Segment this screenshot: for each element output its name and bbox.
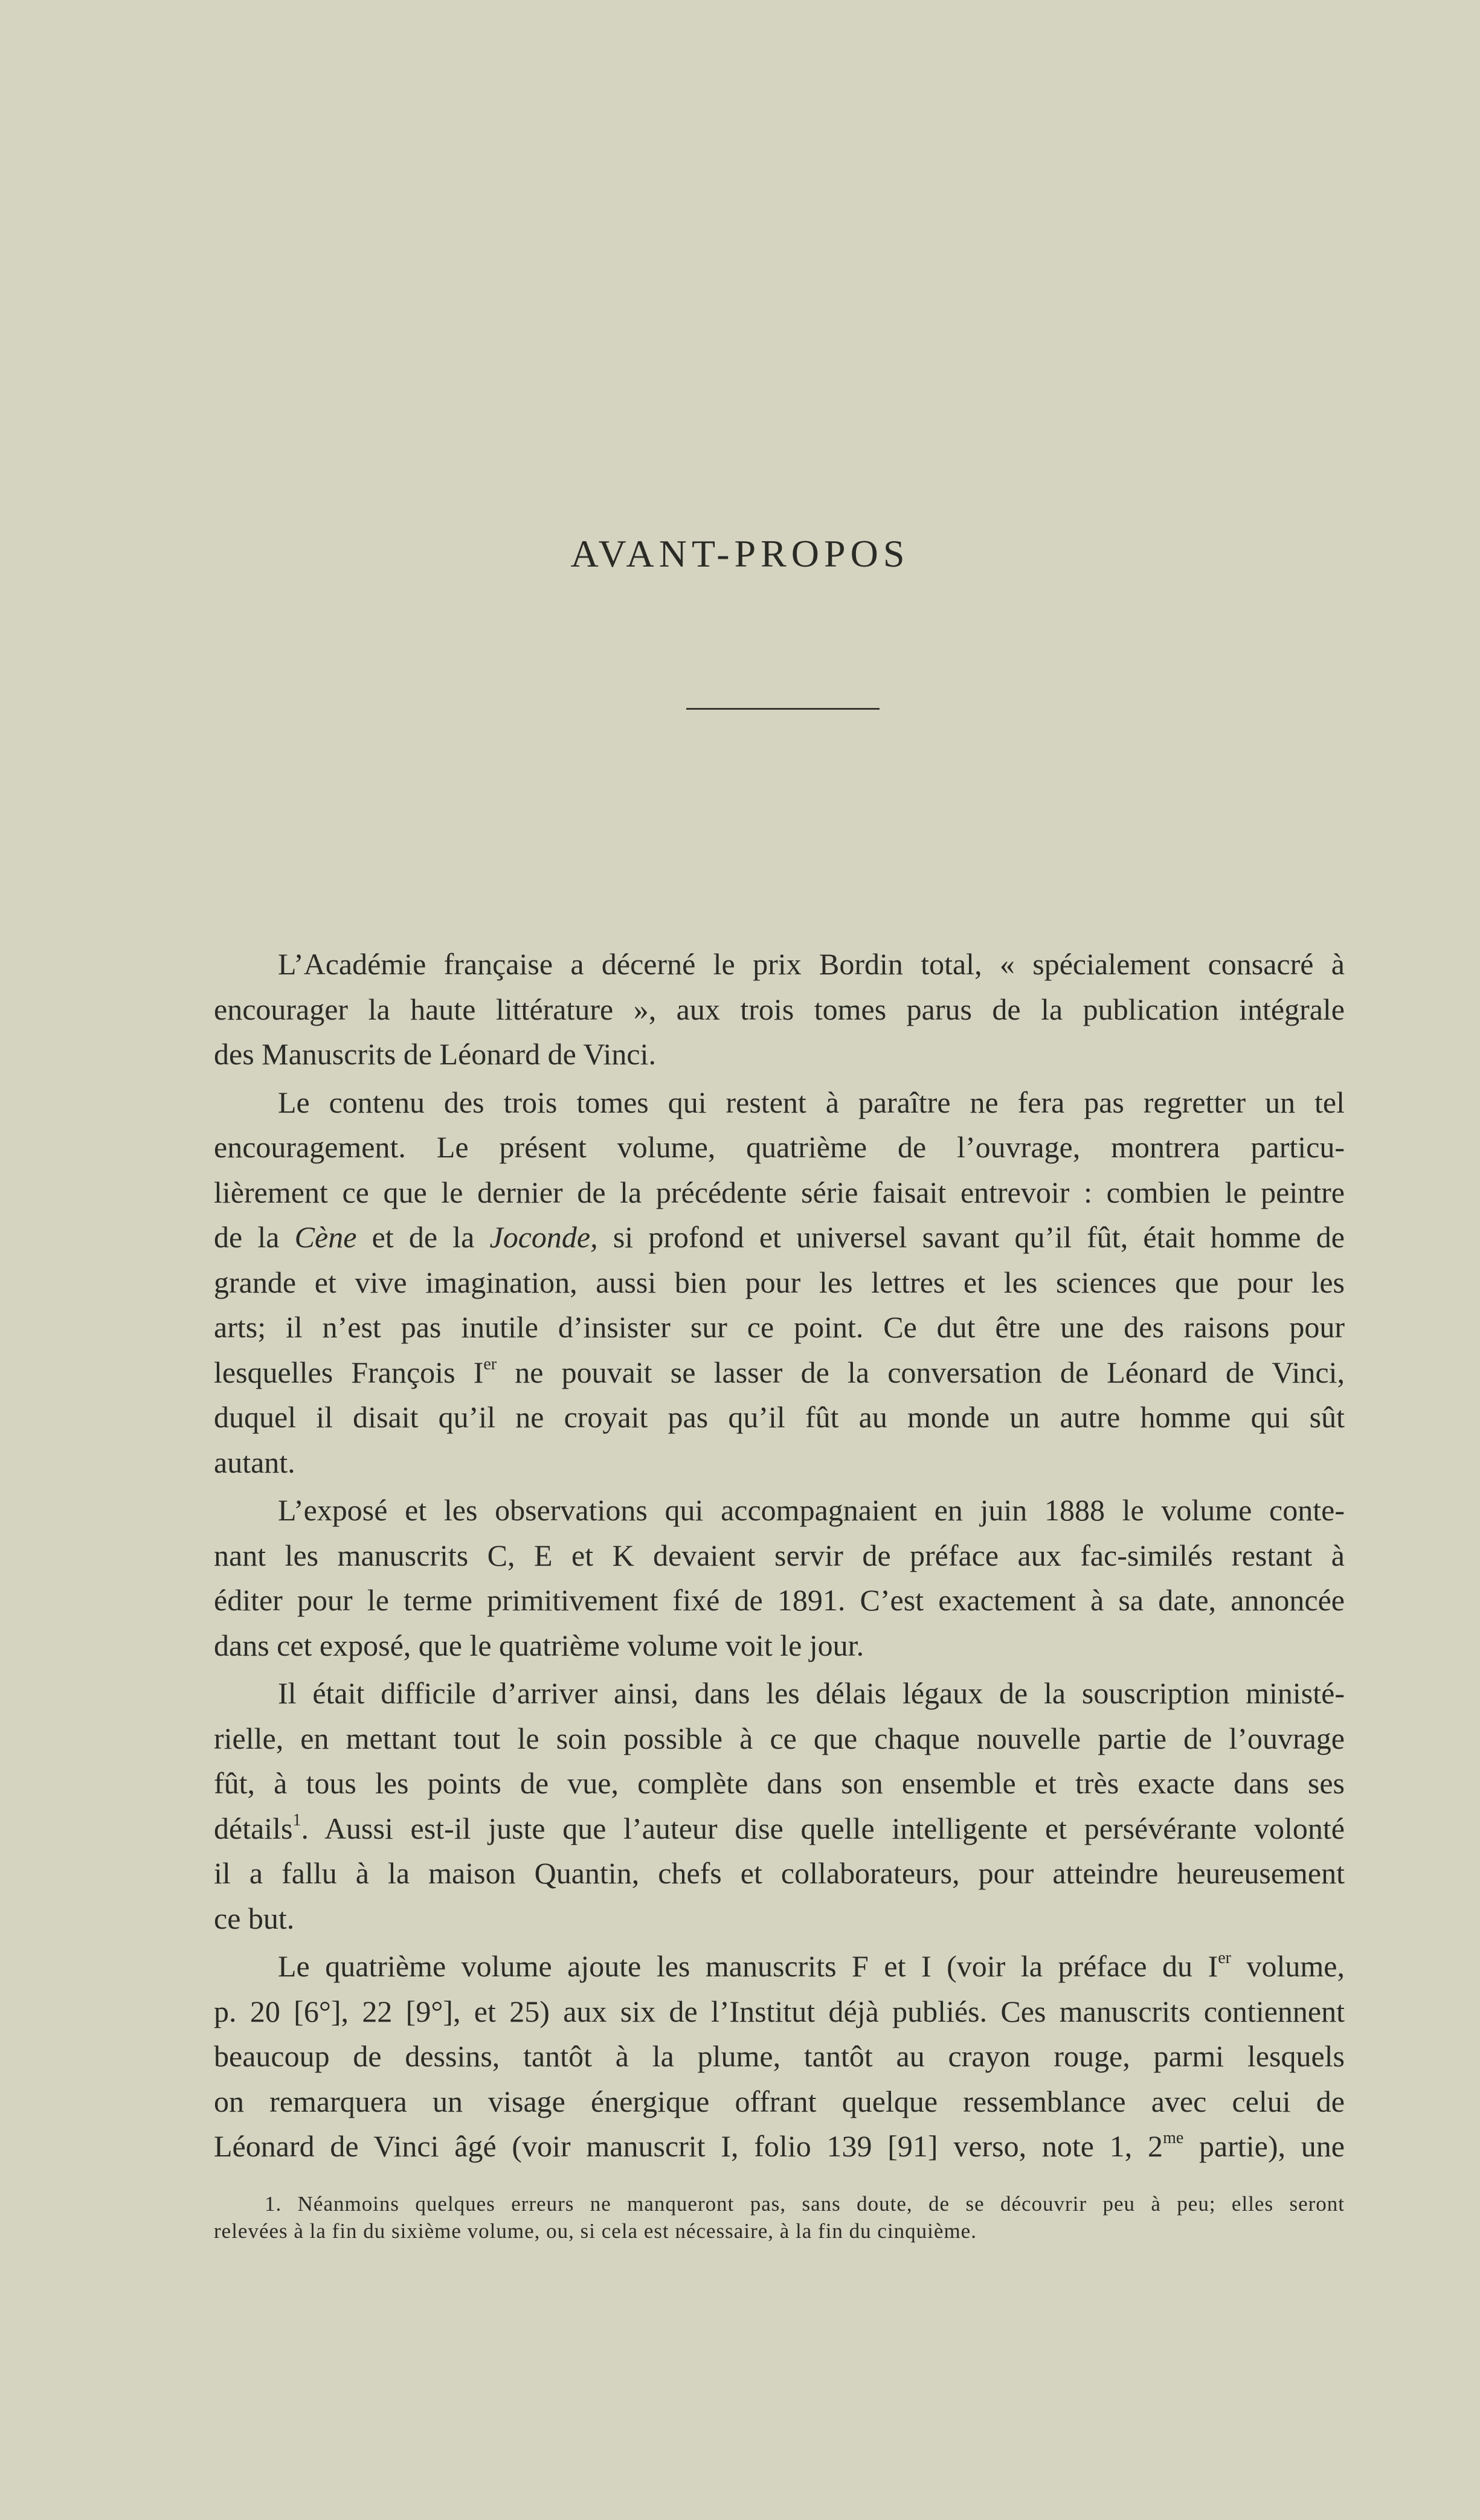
italic-title: Cène [294,1220,357,1254]
text-run: et de la [356,1220,490,1254]
text-run: duquel il disait qu’il ne croyait pas qu’il fût au monde un autre homme qui sût [214,1400,1345,1434]
text-run: relevées à la fin du sixième volume, ou, si cela est nécessaire, à la fin du cinquième. [214,2219,977,2243]
text-run: lièrement ce que le dernier de la précédente série faisait entrevoir : combien le peintre [214,1175,1345,1209]
text-run: Le contenu des trois tomes qui restent à paraître ne fera pas regretter un tel [278,1085,1345,1119]
text-run: L’exposé et les observations qui accompagnaient en juin 1888 le volume conte- [278,1493,1345,1527]
title-divider [686,708,880,710]
text-line [214,1260,1345,1305]
paragraph [214,1488,1345,1668]
italic-title: Joconde, [489,1220,598,1254]
text-run: Léonard de Vinci âgé (voir manuscrit I, folio 139 [91] verso, note 1, 2 [214,2129,1163,2163]
text-run: nant les manuscrits C, E et K devaient servir de préface aux fac-similés restant à [214,1538,1345,1572]
text-line [214,1032,1345,1077]
text-run: beaucoup de dessins, tantôt à la plume, tantôt au crayon rouge, parmi lesquels [214,2039,1345,2073]
text-line [214,1989,1345,2034]
superscript: 1 [292,1810,301,1830]
superscript: er [483,1354,497,1374]
text-line [214,1215,1345,1260]
paragraph [214,1080,1345,1485]
text-line [214,2124,1345,2169]
body-text [214,942,1345,2172]
text-line [214,1806,1345,1851]
text-run: des Manuscrits de Léonard de Vinci. [214,1037,656,1071]
paragraph [214,1944,1345,2169]
footnote-line [214,2190,1345,2217]
text-run: on remarquera un visage énergique offrant quelque ressemblance avec celui de [214,2084,1345,2118]
text-line [214,1350,1345,1395]
text-run: grande et vive imagination, aussi bien pour les lettres et les sciences que pour les [214,1265,1345,1299]
text-line [214,1080,1345,1125]
text-run: p. 20 [6°], 22 [9°], et 25) aux six de l’Institut déjà publiés. Ces manuscrits contiennent [214,1994,1345,2028]
text-line [214,2079,1345,2124]
text-line [214,1944,1345,1989]
text-line [214,987,1345,1032]
text-run: 1. Néanmoins quelques erreurs ne manqueront pas, sans doute, de se découvrir peu à peu; elles seront [265,2192,1345,2216]
footnote-line [214,2217,1345,2245]
text-line [214,1305,1345,1350]
text-line [214,1623,1345,1668]
text-line [214,1578,1345,1623]
text-run: dans cet exposé, que le quatrième volume voit le jour. [214,1628,864,1662]
text-line [214,1533,1345,1578]
text-run: autant. [214,1445,295,1479]
text-run: encourager la haute littérature », aux trois tomes parus de la publication intégrale [214,992,1345,1026]
superscript: me [1163,2129,1184,2147]
text-run: ne pouvait se lasser de la conversation de Léonard de Vinci, [497,1355,1345,1389]
text-run: de la [214,1220,295,1254]
text-line [214,1170,1345,1215]
text-run: encouragement. Le présent volume, quatrième de l’ouvrage, montrera particu- [214,1130,1345,1164]
text-run: L’Académie française a décerné le prix Bordin total, « spécialement consacré à [278,947,1345,981]
text-line [214,1125,1345,1170]
text-line [214,1671,1345,1716]
text-run: éditer pour le terme primitivement fixé de 1891. C’est exactement à sa date, annoncée [214,1583,1345,1617]
text-line [214,1851,1345,1896]
text-run: il a fallu à la maison Quantin, chefs et collaborateurs, pour atteindre heureusement [214,1856,1345,1890]
text-run: partie), une [1183,2129,1345,2163]
text-line [214,942,1345,987]
text-run: Le quatrième volume ajoute les manuscrits F et I (voir la préface du I [278,1949,1218,1983]
text-line [214,1761,1345,1806]
text-line [214,1440,1345,1485]
text-line [214,2034,1345,2079]
text-run: si profond et universel savant qu’il fût, était homme de [597,1220,1345,1254]
text-run: rielle, en mettant tout le soin possible à ce que chaque nouvelle partie de l’ouvrage [214,1721,1345,1755]
text-run: arts; il n’est pas inutile d’insister sur ce point. Ce dut être une des raisons pour [214,1310,1345,1344]
text-run: . Aussi est-il juste que l’auteur dise quelle intelligente et persévérante volonté [301,1811,1345,1845]
text-line [214,1896,1345,1941]
paragraph [214,942,1345,1077]
text-line [214,1716,1345,1761]
paragraph [214,1671,1345,1941]
footnote [214,2190,1345,2245]
text-line [214,1395,1345,1440]
text-run: détails [214,1811,293,1845]
superscript: er [1218,1949,1231,1967]
text-run: volume, [1231,1949,1345,1983]
text-run: Il était difficile d’arriver ainsi, dans les délais légaux de la souscription ministé- [278,1676,1345,1710]
text-run: lesquelles François I [214,1355,484,1389]
text-line [214,1488,1345,1533]
text-run: fût, à tous les points de vue, complète dans son ensemble et très exacte dans ses [214,1766,1345,1800]
page-title: AVANT-PROPOS [570,532,910,575]
text-run: ce but. [214,1901,295,1935]
